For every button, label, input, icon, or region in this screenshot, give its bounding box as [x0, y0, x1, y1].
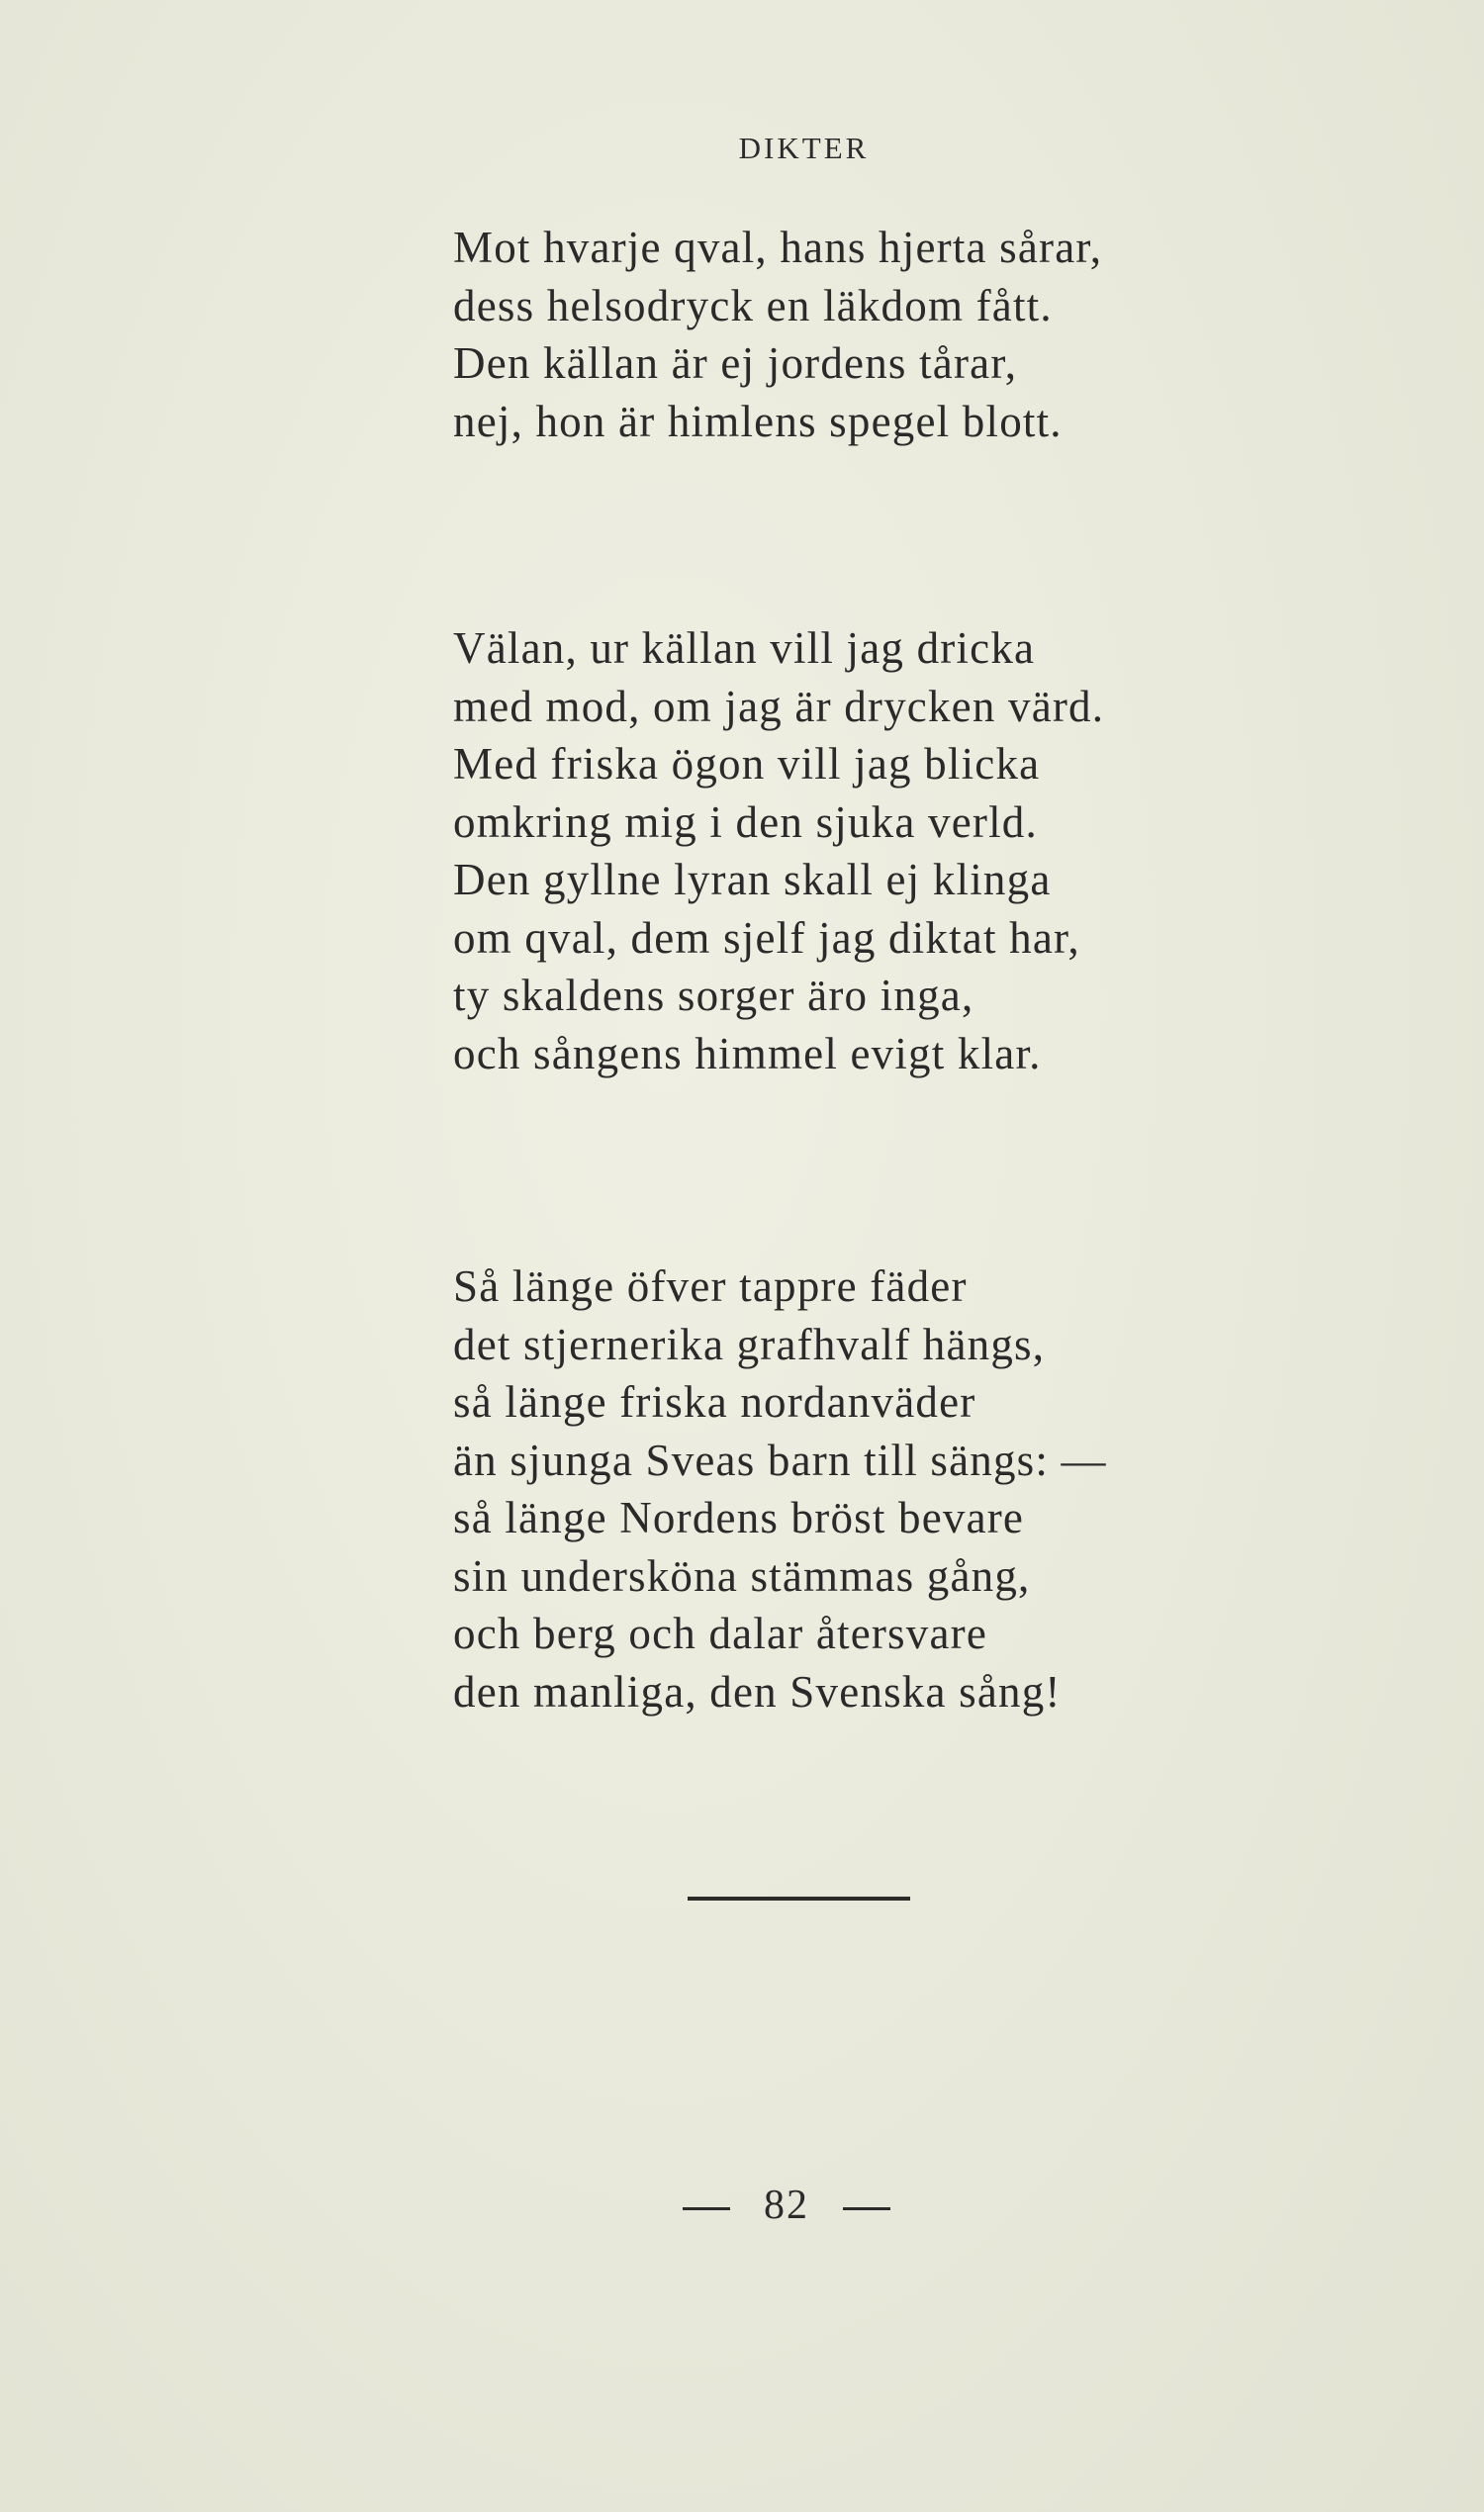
verse-line: ty skaldens sorger äro inga, — [453, 971, 974, 1020]
verse-line: så länge friska nordanväder — [453, 1377, 976, 1427]
stanza-3 — [453, 1257, 1264, 1721]
verse-line: nej, hon är himlens spegel blott. — [453, 396, 1063, 446]
verse-line: den manliga, den Svenska sång! — [453, 1666, 1062, 1717]
verse-line: Den gyllne lyran skall ej klinga — [453, 855, 1052, 904]
verse-line: så länge Nordens bröst bevare — [453, 1493, 1025, 1542]
verse-line: än sjunga Sveas barn till sängs: — — [453, 1435, 1107, 1485]
running-head: DIKTER — [738, 131, 870, 165]
verse-line: omkring mig i den sjuka verld. — [453, 796, 1038, 847]
dash-left — [683, 2207, 730, 2210]
dash-right — [843, 2207, 890, 2210]
stanza-2 — [453, 619, 1264, 1082]
verse-line: det stjernerika grafhvalf hängs, — [453, 1319, 1046, 1369]
verse-line: Mot hvarje qval, hans hjerta sårar, — [453, 223, 1103, 272]
verse-line: Med friska ögon vill jag blicka — [453, 739, 1041, 789]
verse-line: Välan, ur källan vill jag dricka — [453, 623, 1036, 673]
page-number-footer — [0, 2182, 1484, 2229]
verse-line: om qval, dem sjelf jag diktat har, — [453, 912, 1080, 963]
verse-line: Så länge öfver tappre fäder — [453, 1261, 968, 1311]
page-number: 82 — [764, 2183, 809, 2228]
section-divider-rule — [688, 1897, 910, 1901]
verse-line: och sångens himmel evigt klar. — [453, 1028, 1042, 1078]
verse-line: med mod, om jag är drycken värd. — [453, 681, 1105, 731]
verse-line: dess helsodryck en läkdom fått. — [453, 280, 1053, 330]
stanza-1 — [453, 219, 1264, 450]
verse-line: Den källan är ej jordens tårar, — [453, 338, 1018, 388]
verse-line: sin undersköna stämmas gång, — [453, 1550, 1031, 1601]
verse-line: och berg och dalar återsvare — [453, 1609, 988, 1658]
